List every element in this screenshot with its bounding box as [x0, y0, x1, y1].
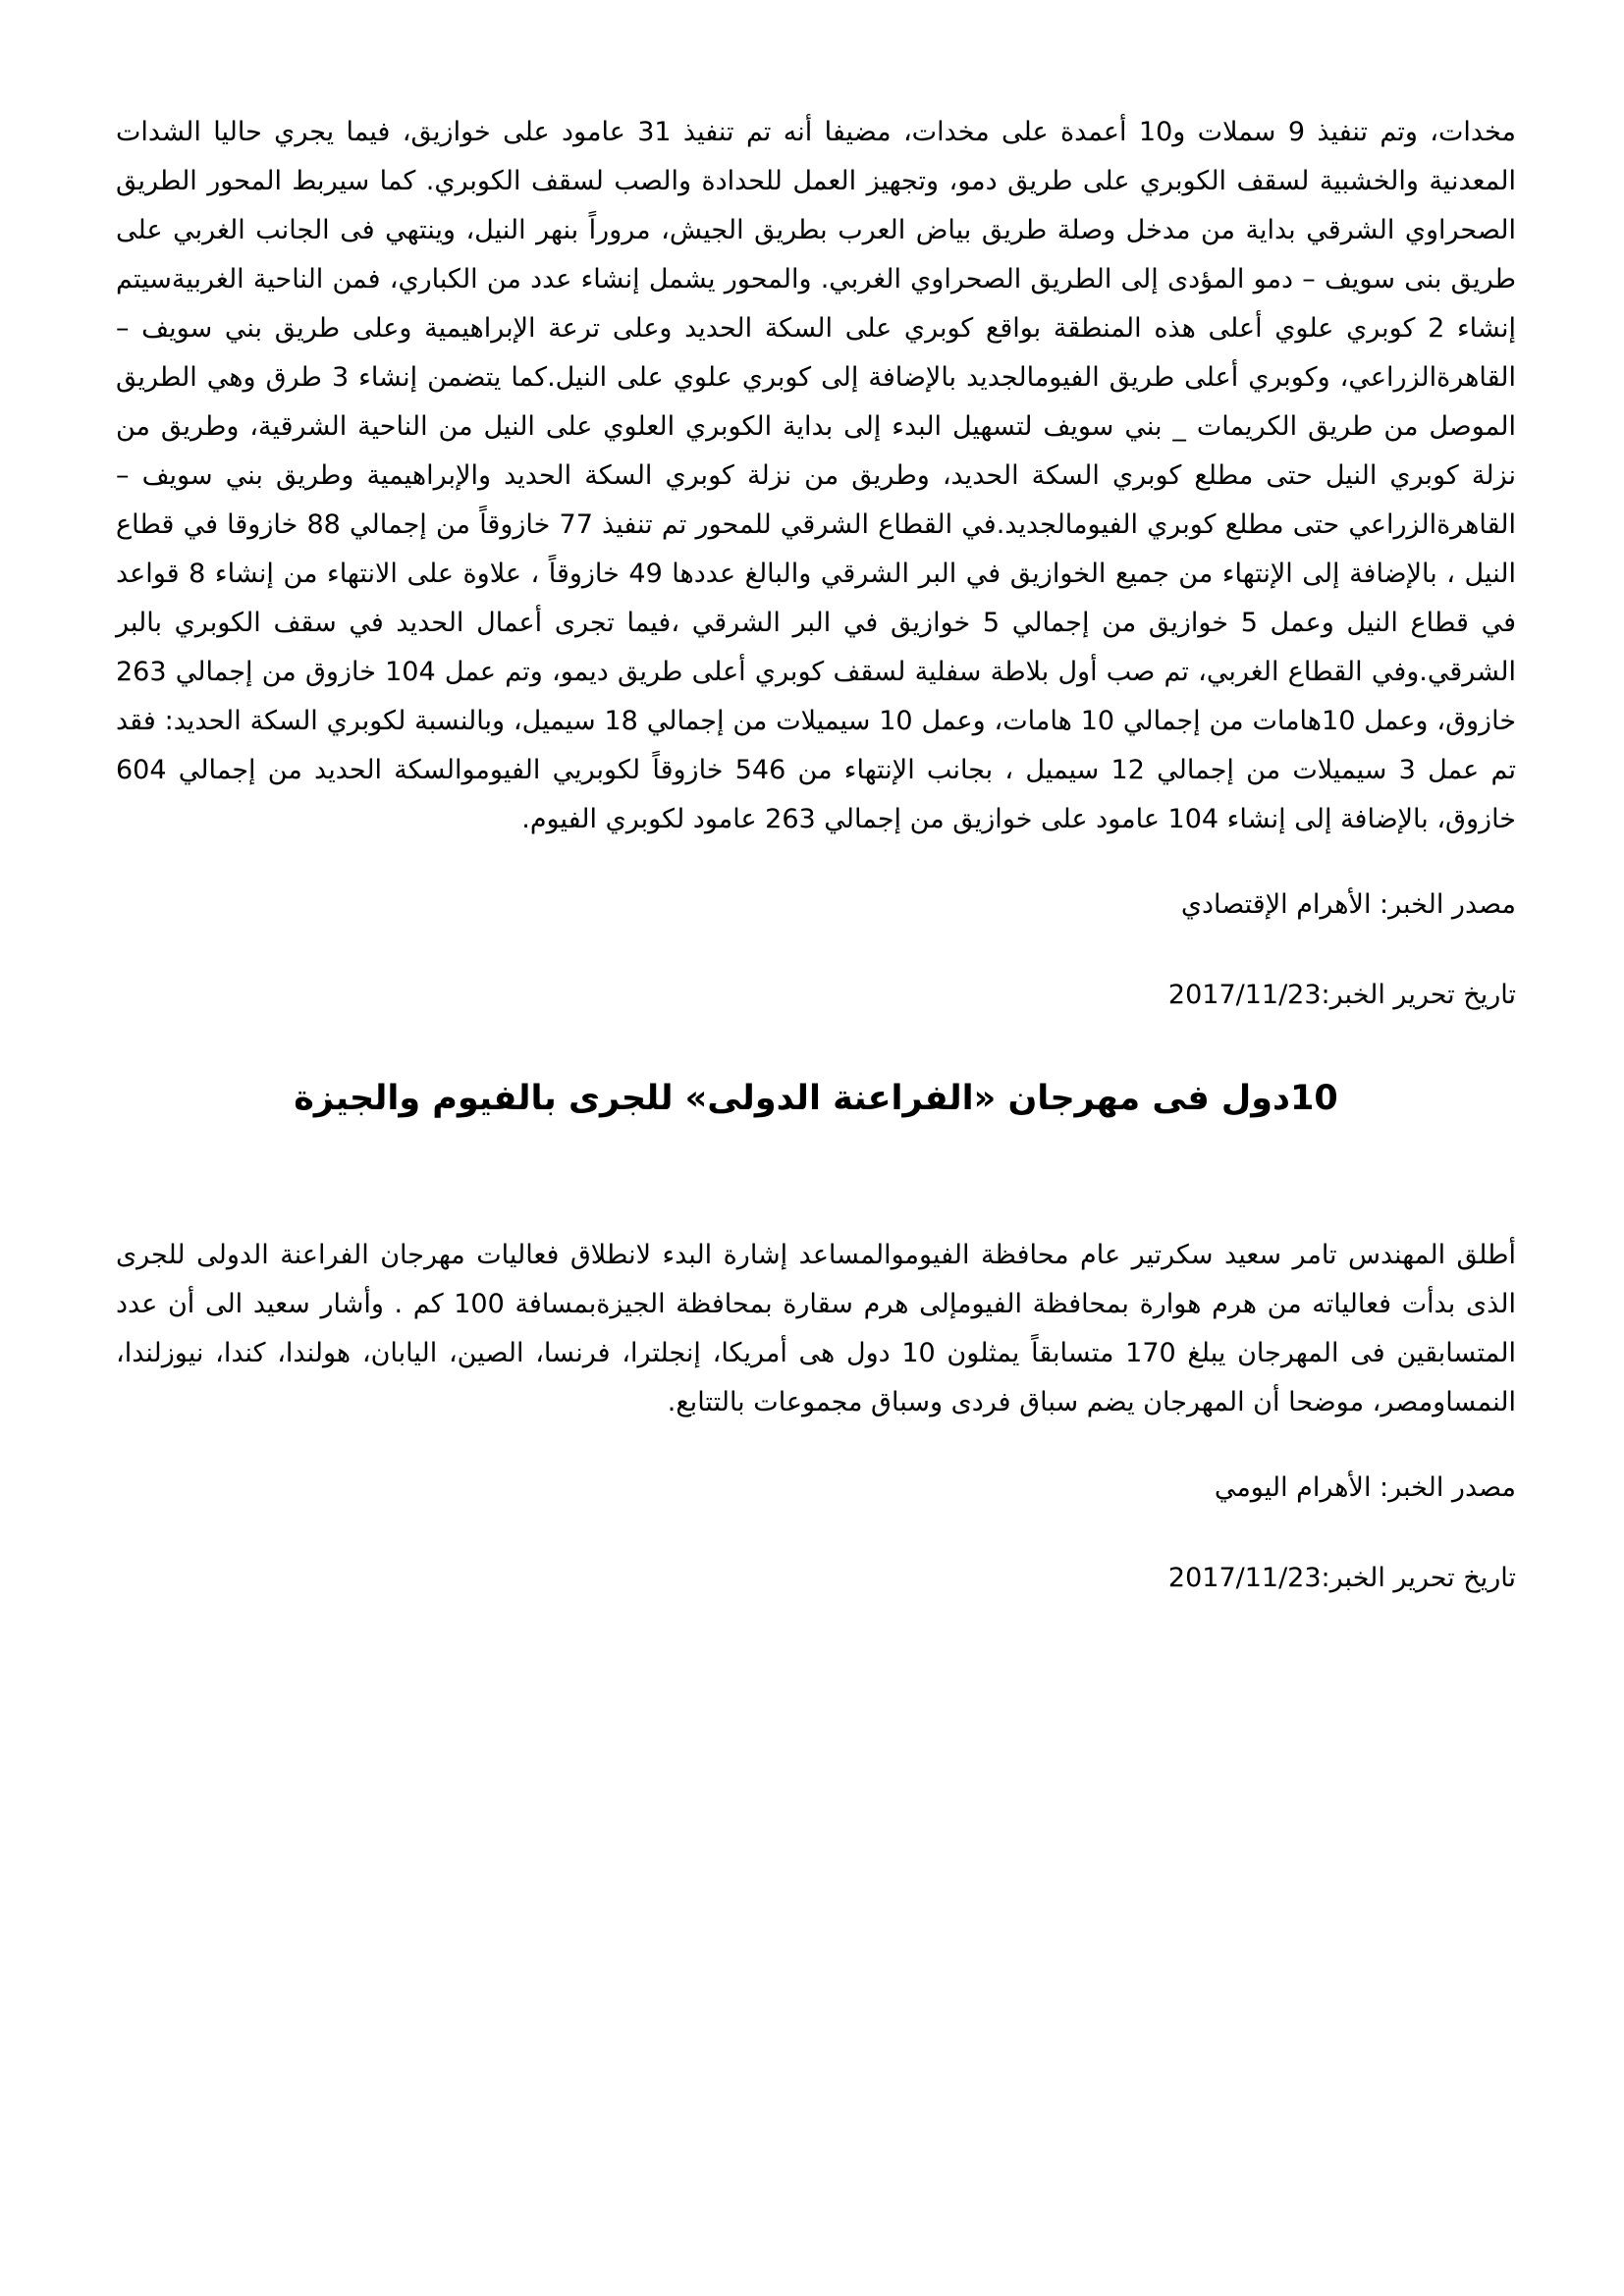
document-page	[116, 108, 1516, 1598]
article-1-body: مخدات، وتم تنفيذ 9 سملات و10 أعمدة على مخدات، مضيفا أنه تم تنفيذ 31 عامود على خوازيق، فيما يجري حاليا الشدات المعدنية والخشبية لسقف الكوبري على طريق دمو، وتجهيز العمل للحدادة والصب لسقف الكوبري. كما سيربط المحور الطريق الصحراوي الشرقي بداية من مدخل وصلة طريق بياض العرب بطريق الجيش، مروراً بنهر النيل، وينتهي فى الجانب الغربي على طريق بنى سويف – دمو المؤدى إلى الطريق الصحراوي الغربي. والمحور يشمل إنشاء عدد من الكباري، فمن الناحية الغربيةسيتم إنشاء 2 كوبري علوي أعلى هذه المنطقة بواقع كوبري على السكة الحديد وعلى ترعة الإبراهيمية وعلى طريق بني سويف – القاهرةالزراعي، وكوبري أعلى طريق الفيومالجديد بالإضافة إلى كوبري علوي على النيل.كما يتضمن إنشاء 3 طرق وهي الطريق الموصل من طريق الكريمات _ بني سويف لتسهيل البدء إلى بداية الكوبري العلوي على النيل من الناحية الشرقية، وطريق من نزلة كوبري النيل حتى مطلع كوبري السكة الحديد، وطريق من نزلة كوبري السكة الحديد والإبراهيمية وطريق بني سويف – القاهرةالزراعي حتى مطلع كوبري الفيومالجديد.في القطاع الشرقي للمحور تم تنفيذ 77 خازوقاً من إجمالي 88 خازوقا في قطاع النيل ، بالإضافة إلى الإنتهاء من جميع الخوازيق في البر الشرقي والبالغ عددها 49 خازوقاً ، علاوة على الانتهاء من إنشاء 8 قواعد في قطاع النيل وعمل 5 خوازيق من إجمالي 5 خوازيق في البر الشرقي ،فيما تجرى أعمال الحديد في سقف الكوبري بالبر الشرقي.وفي القطاع الغربي، تم صب أول بلاطة سفلية لسقف كوبري أعلى طريق ديمو، وتم عمل 104 خازوق من إجمالي 263 خازوق، وعمل 10هامات من إجمالي 10 هامات، وعمل 10 سيميلات من إجمالي 18 سيميل، وبالنسبة لكوبري السكة الحديد: فقد تم عمل 3 سيميلات من إجمالي 12 سيميل ، بجانب الإنتهاء من 546 خازوقاً لكوبريي الفيوموالسكة الحديد من إجمالي 604 خازوق، بالإضافة إلى إنشاء 104 عامود على خوازيق من إجمالي 263 عامود لكوبري الفيوم.	[116, 117, 1517, 834]
article-2-source: مصدر الخبر: الأهرام اليومي	[1214, 1472, 1516, 1503]
article-1	[116, 108, 1516, 1015]
article-2-body: أطلق المهندس تامر سعيد سكرتير عام محافظة الفيوموالمساعد إشارة البدء لانطلاق فعاليات مهرجان الفراعنة الدولى للجرى الذى بدأت فعالياته من هرم هوارة بمحافظة الفيومإلى هرم سقارة بمحافظة الجيزةبمسافة 100 كم . وأشار سعيد الى أن عدد المتسابقين فى المهرجان يبلغ 170 متسابقاً يمثلون 10 دول هى أمريكا، إنجلترا، فرنسا، الصين، اليابان، هولندا، كندا، نيوزلندا، النمساومصر، موضحا أن المهرجان يضم سباق فردى وسباق مجموعات بالتتابع.	[116, 1240, 1516, 1417]
article-1-source: مصدر الخبر: الأهرام الإقتصادي	[1180, 889, 1516, 920]
article-2-date: تاريخ تحرير الخبر:2017/11/23	[1167, 1563, 1516, 1593]
article-2-headline: 10دول فى مهرجان «الفراعنة الدولى» للجرى بالفيوم والجيزة	[294, 1079, 1338, 1118]
article-1-date: تاريخ تحرير الخبر:2017/11/23	[1167, 980, 1516, 1010]
article-2	[116, 1074, 1516, 1598]
